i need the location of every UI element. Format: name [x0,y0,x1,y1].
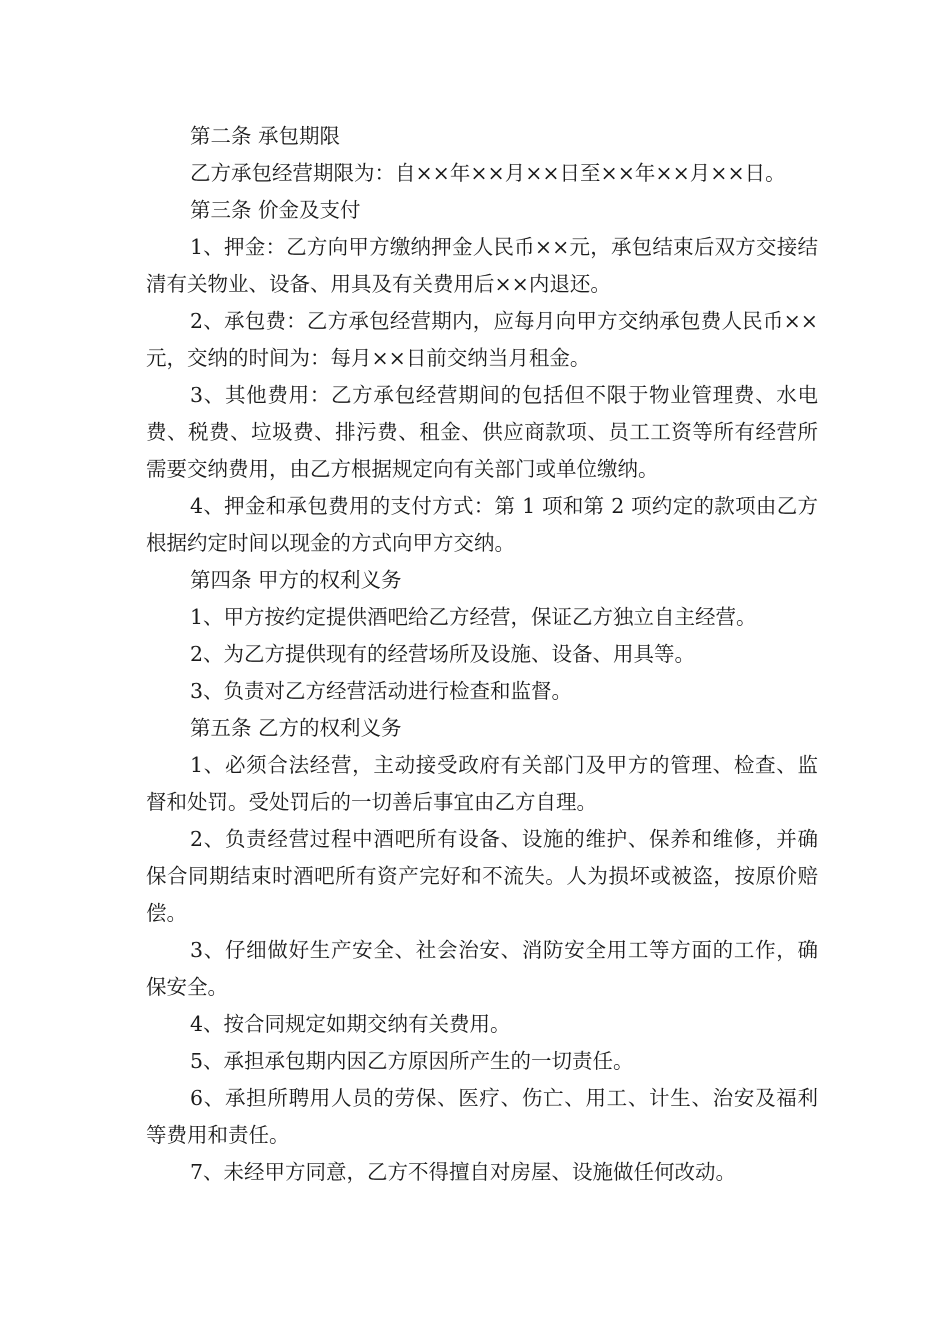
article-5-item-6: 6、承担所聘用人员的劳保、医疗、伤亡、用工、计生、治安及福利等费用和责任。 [146,1086,818,1147]
article-3-item-3: 3、其他费用：乙方承包经营期间的包括但不限于物业管理费、水电费、税费、垃圾费、排污费、租金、供应商款项、员工工资等所有经营所需要交纳费用，由乙方根据规定向有关部门或单位缴纳。 [146,383,818,481]
article-4-heading: 第四条 甲方的权利义务 [190,568,402,592]
article-5-item-7: 7、未经甲方同意，乙方不得擅自对房屋、设施做任何改动。 [190,1160,737,1184]
article-5-item-2: 2、负责经营过程中酒吧所有设备、设施的维护、保养和维修，并确保合同期结束时酒吧所有资产完好和不流失。人为损坏或被盗，按原价赔偿。 [146,827,818,925]
article-4-item-2: 2、为乙方提供现有的经营场所及设施、设备、用具等。 [190,642,696,666]
article-3-heading: 第三条 价金及支付 [190,198,361,222]
article-3-item-1: 1、押金：乙方向甲方缴纳押金人民币××元，承包结束后双方交接结清有关物业、设备、用具及有关费用后××内退还。 [146,235,818,296]
article-5-item-3: 3、仔细做好生产安全、社会治安、消防安全用工等方面的工作，确保安全。 [146,938,818,999]
article-4-item-3: 3、负责对乙方经营活动进行检查和监督。 [190,679,573,703]
article-5-item-1: 1、必须合法经营，主动接受政府有关部门及甲方的管理、检查、监督和处罚。受处罚后的一切善后事宜由乙方自理。 [146,753,818,814]
article-3-item-4: 4、押金和承包费用的支付方式：第 1 项和第 2 项约定的款项由乙方根据约定时间以现金的方式向甲方交纳。 [146,494,818,555]
article-2-term-text: 乙方承包经营期限为：自××年××月××日至××年××月××日。 [190,161,786,185]
article-5-heading: 第五条 乙方的权利义务 [190,716,402,740]
article-3-item-2: 2、承包费：乙方承包经营期内，应每月向甲方交纳承包费人民币××元，交纳的时间为：每月××日前交纳当月租金。 [146,309,818,370]
article-4-item-1: 1、甲方按约定提供酒吧给乙方经营，保证乙方独立自主经营。 [190,605,757,629]
document-body [146,118,818,1191]
article-2-heading: 第二条 承包期限 [190,124,341,148]
article-5-item-5: 5、承担承包期内因乙方原因所产生的一切责任。 [190,1049,634,1073]
article-5-item-4: 4、按合同规定如期交纳有关费用。 [190,1012,511,1036]
